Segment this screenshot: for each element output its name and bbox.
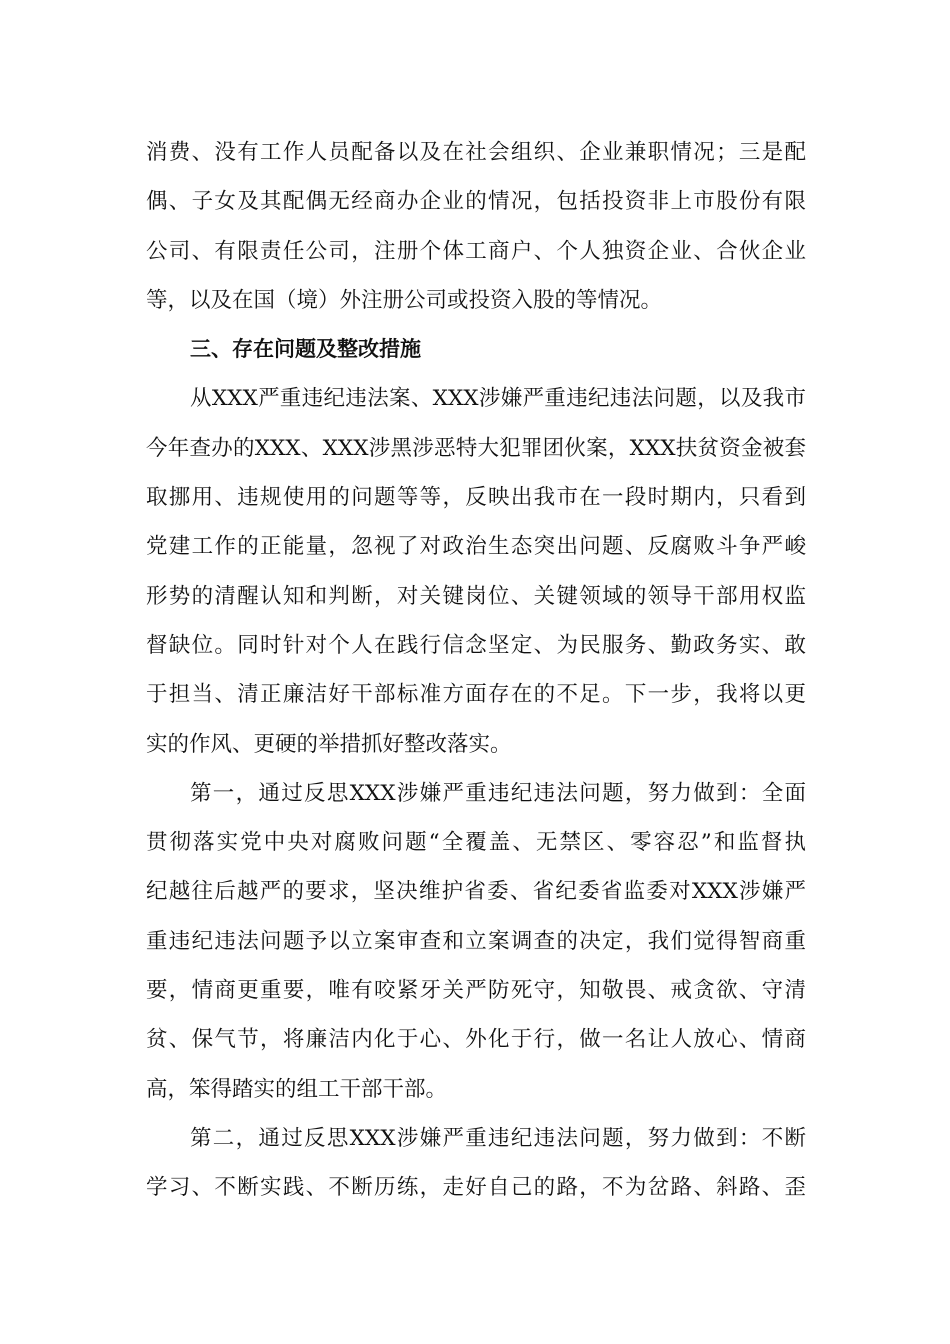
paragraph-line: 贯彻落实党中央对腐败问题“全覆盖、无禁区、零容忍”和监督执 (146, 830, 806, 856)
paragraph-line: 等，以及在国（境）外注册公司或投资入股的等情况。 (146, 287, 663, 313)
paragraph-line: 党建工作的正能量，忽视了对政治生态突出问题、反腐败斗争严峻 (146, 534, 806, 560)
paragraph-line: 督缺位。同时针对个人在践行信念坚定、为民服务、勤政务实、敢 (146, 632, 806, 658)
paragraph-line: 今年查办的XXX、XXX涉黑涉恶特大犯罪团伙案，XXX扶贫资金被套 (146, 435, 806, 461)
paragraph-line: 公司、有限责任公司，注册个体工商户、个人独资企业、合伙企业 (146, 238, 806, 264)
paragraph-line: 实的作风、更硬的举措抓好整改落实。 (146, 731, 512, 757)
paragraph-line: 贫、保气节，将廉洁内化于心、外化于行，做一名让人放心、情商 (146, 1027, 806, 1053)
paragraph-line: 重违纪违法问题予以立案审查和立案调查的决定，我们觉得智商重 (146, 928, 806, 954)
paragraph-line: 学习、不断实践、不断历练，走好自己的路，不为岔路、斜路、歪 (146, 1175, 806, 1201)
paragraph-line: 消费、没有工作人员配备以及在社会组织、企业兼职情况；三是配 (146, 140, 806, 165)
paragraph-line: 形势的清醒认知和判断，对关键岗位、关键领域的领导干部用权监 (146, 583, 806, 609)
paragraph-line: 偶、子女及其配偶无经商办企业的情况，包括投资非上市股份有限 (146, 189, 806, 215)
paragraph-line: 第一，通过反思XXX涉嫌严重违纪违法问题，努力做到：全面 (190, 780, 806, 806)
paragraph-line: 第二，通过反思XXX涉嫌严重违纪违法问题，努力做到：不断 (190, 1125, 806, 1151)
document-body (146, 128, 806, 1213)
section-heading: 三、存在问题及整改措施 (190, 337, 421, 362)
paragraph-line: 于担当、清正廉洁好干部标准方面存在的不足。下一步，我将以更 (146, 682, 806, 708)
paragraph-line: 高，笨得踏实的组工干部干部。 (146, 1076, 448, 1102)
paragraph-line: 要，情商更重要，唯有咬紧牙关严防死守，知敬畏、戒贪欲、守清 (146, 978, 806, 1004)
paragraph-line: 纪越往后越严的要求，坚决维护省委、省纪委省监委对XXX涉嫌严 (146, 879, 806, 905)
paragraph-line: 取挪用、违规使用的问题等等，反映出我市在一段时期内，只看到 (146, 485, 806, 511)
paragraph-line: 从XXX严重违纪违法案、XXX涉嫌严重违纪违法问题，以及我市 (190, 386, 806, 412)
